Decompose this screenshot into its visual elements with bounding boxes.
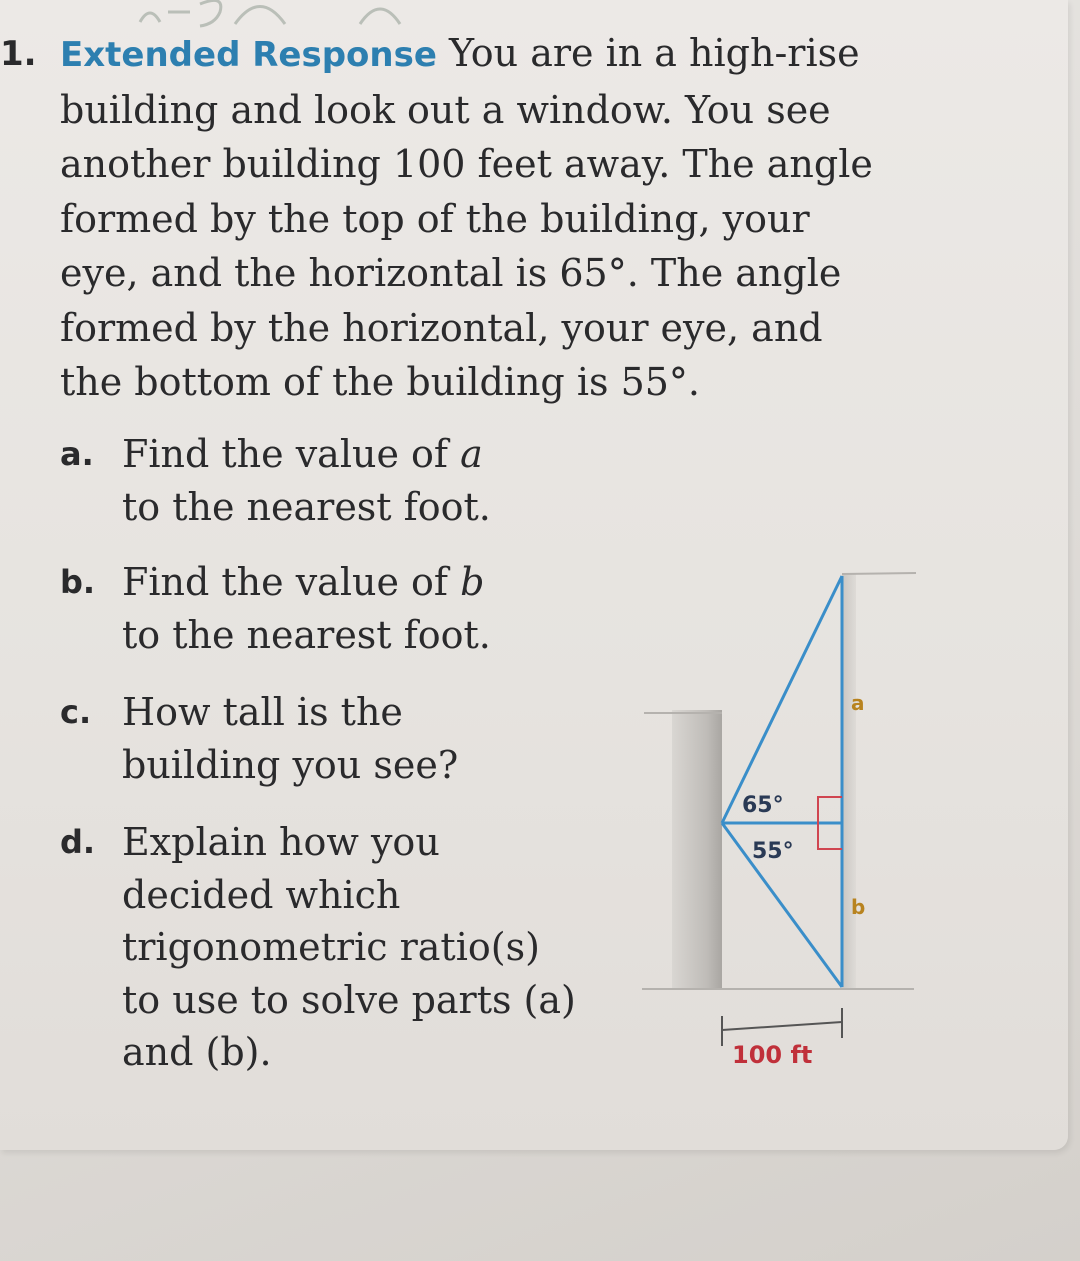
variable-a: a	[460, 432, 483, 476]
intro-line-7: the bottom of the building is 55°.	[60, 360, 701, 404]
part-c-line-1: How tall is the	[122, 690, 403, 734]
part-d-line-5: and (b).	[122, 1030, 272, 1074]
part-c-letter: c.	[60, 693, 92, 731]
part-a-letter: a.	[60, 435, 94, 473]
problem-statement	[60, 26, 940, 410]
distance-label: 100 ft	[732, 1041, 813, 1069]
part-d-line-1: Explain how you	[122, 820, 440, 864]
part-b-line-1: Find the value of	[122, 560, 461, 604]
triangle-lines	[722, 576, 842, 987]
part-b-line-2: to the nearest foot.	[122, 612, 491, 657]
intro-line-5: eye, and the horizontal is 65°. The angle	[60, 251, 842, 295]
part-a-line-1: Find the value of	[122, 432, 461, 476]
intro-line-4: formed by the top of the building, your	[60, 196, 810, 241]
intro-line-3: another building 100 feet away. The angle	[60, 142, 873, 186]
label-b: b	[851, 895, 866, 919]
observer-building	[672, 710, 722, 988]
part-d-line-2: decided which	[122, 872, 401, 917]
part-a-line-2: to the nearest foot.	[122, 484, 491, 529]
angle-bottom-label: 55°	[752, 839, 794, 864]
label-a: a	[851, 691, 865, 715]
problem-number: 1.	[0, 34, 37, 74]
intro-line-6: formed by the horizontal, your eye, and	[60, 305, 823, 350]
angle-top-label: 65°	[742, 793, 784, 818]
part-c-line-2: building you see?	[122, 742, 459, 787]
part-b-letter: b.	[60, 563, 96, 601]
intro-line-2: building and look out a window. You see	[60, 87, 831, 132]
intro-line-1: You are in a high-rise	[436, 31, 860, 75]
variable-b: b	[460, 560, 485, 604]
part-d-letter: d.	[60, 823, 96, 861]
part-d-line-4: to use to solve parts (a)	[122, 977, 576, 1022]
building-diagram	[636, 560, 926, 1080]
part-d-line-3: trigonometric ratio(s)	[122, 925, 540, 969]
extended-response-label: Extended Response	[60, 35, 437, 75]
far-building-roof	[842, 573, 916, 574]
far-building	[842, 574, 856, 988]
